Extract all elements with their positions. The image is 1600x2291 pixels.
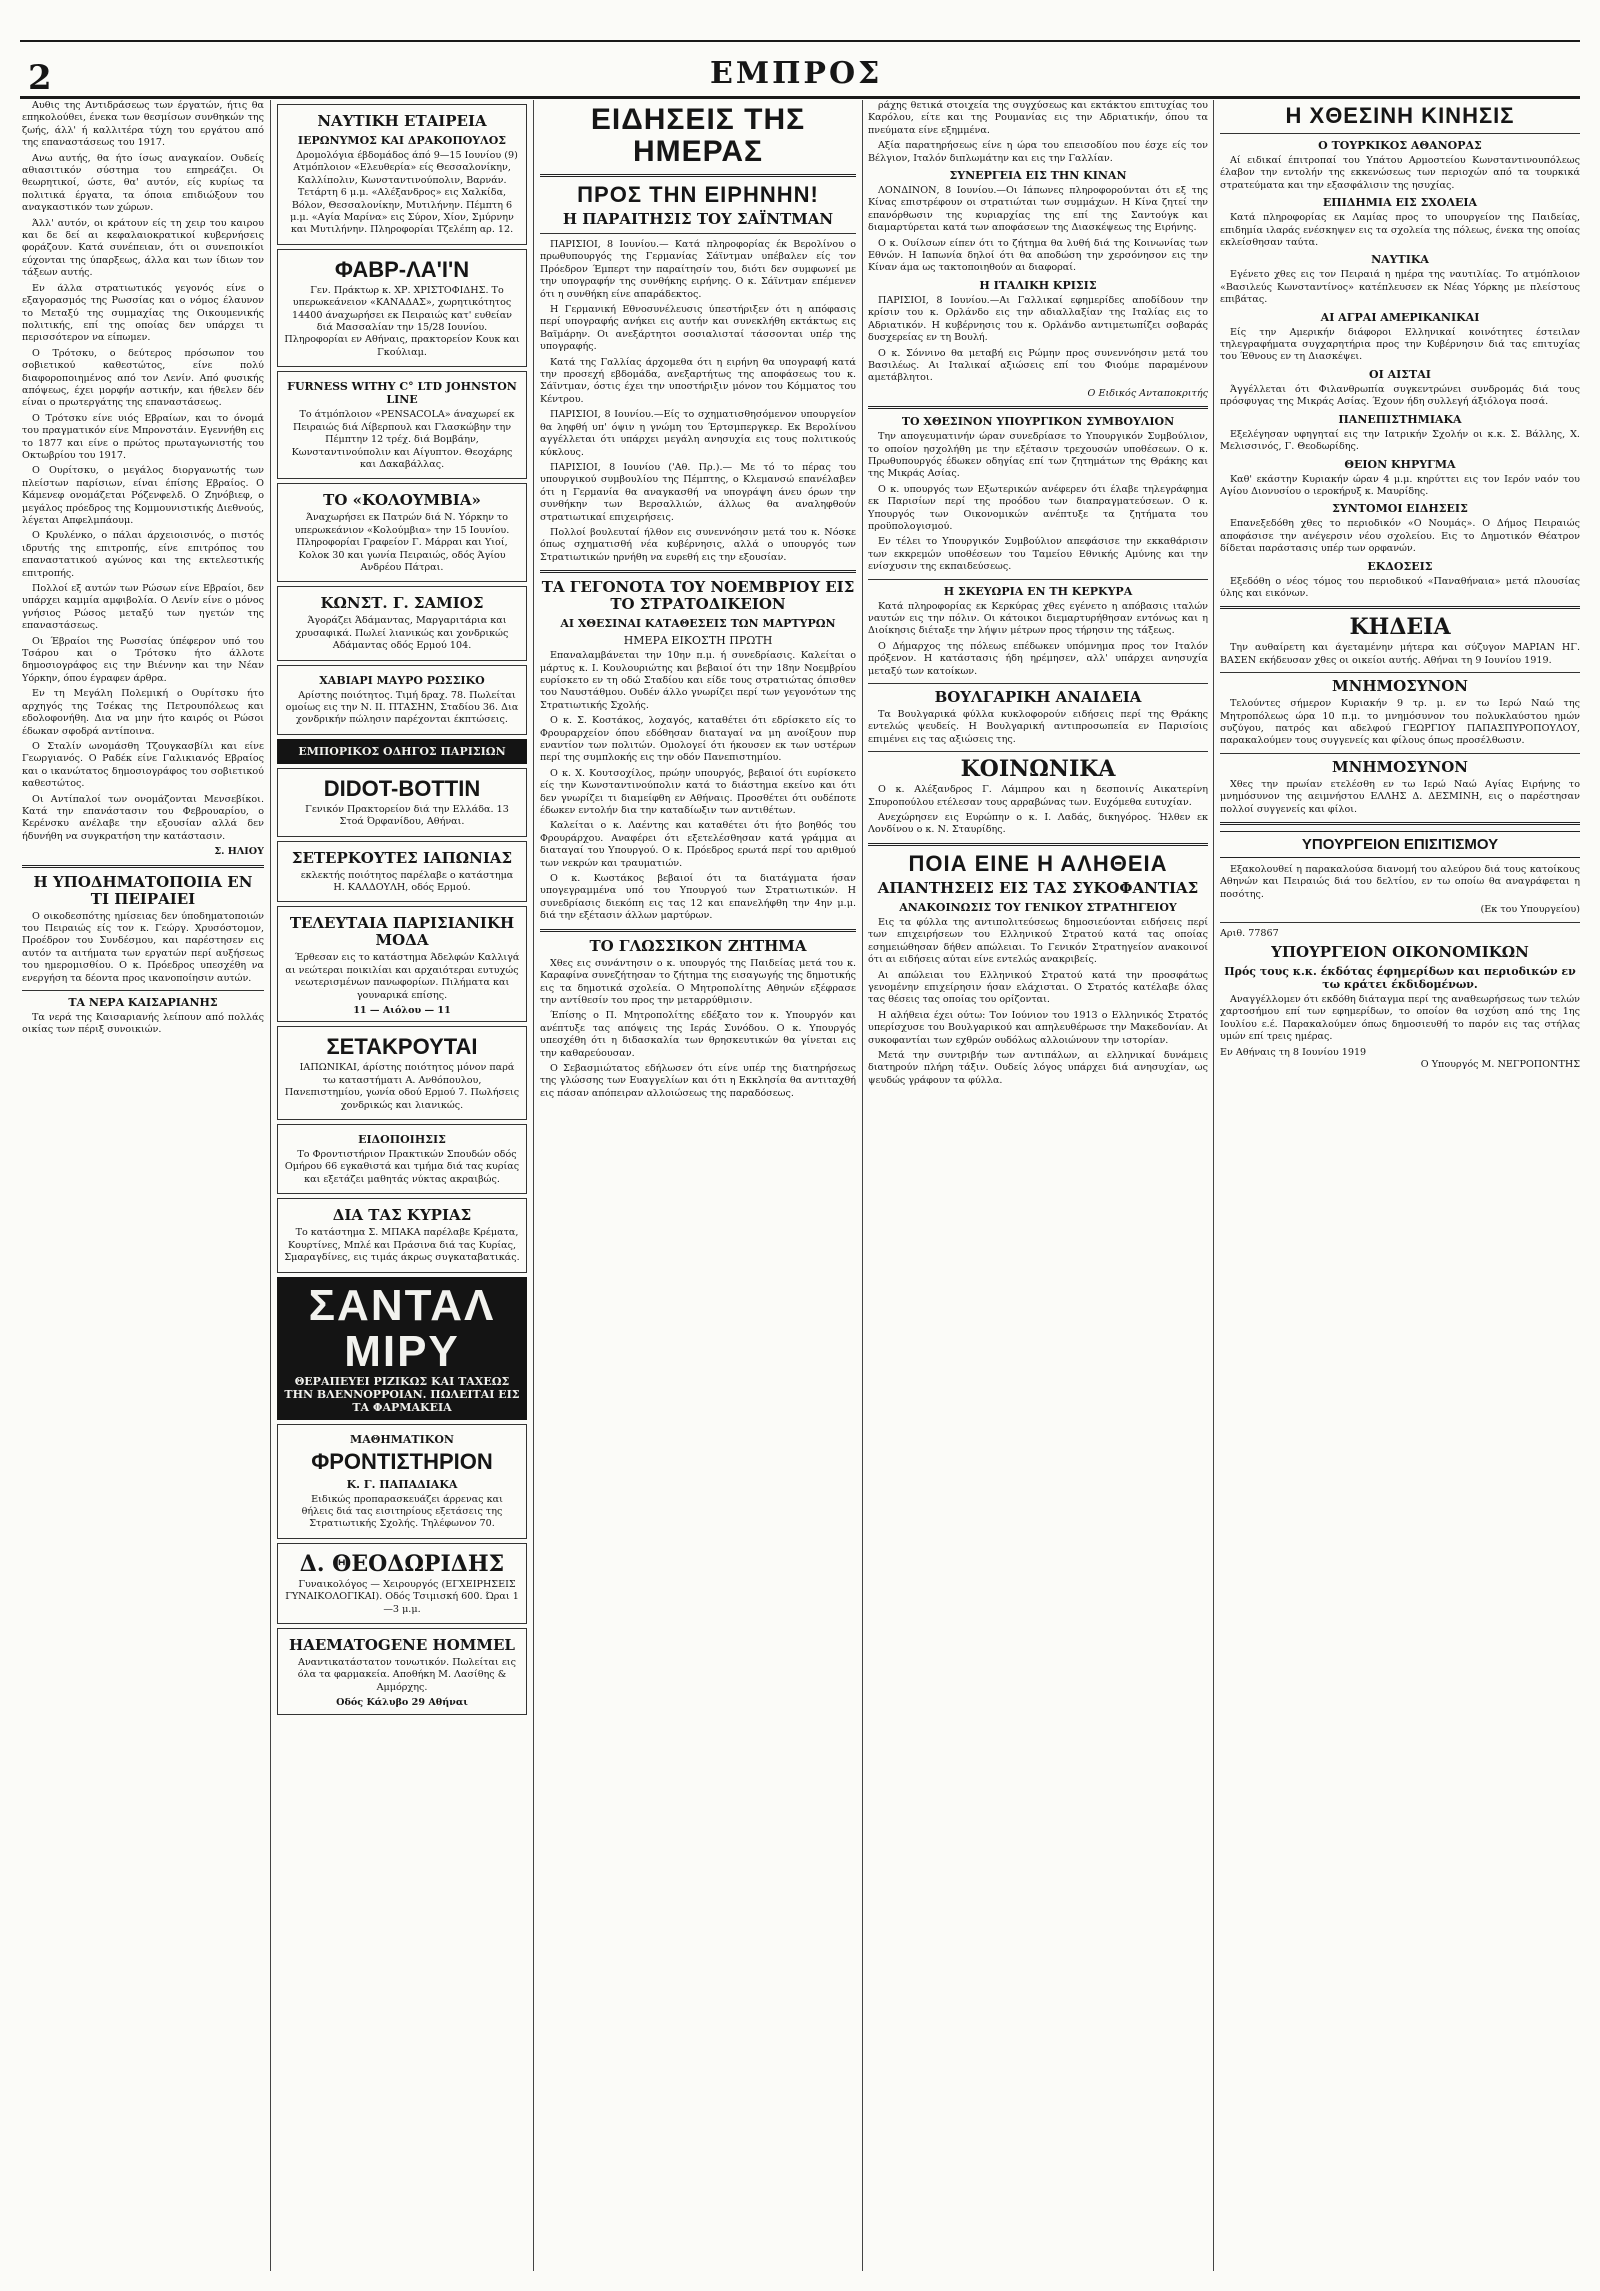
ad-text: Το άτμόπλοιον «PENSACOLA» άναχωρεί εκ Πειραιώς διά Λίβερπουλ και Γλασκώβην την Πέμπτην 12 τρέχ. διά Βομβάην, Κωνσταντινούπολιν και Αίγυπτον. Θεοχάρης και Δακαβάλλας. [291,409,515,470]
column-5-news [1220,100,1580,2271]
article-signature: Σ. ΗΛΙΟΥ [214,846,264,858]
article-paragraph: Έπίσης ο Π. Μητροπολίτης εδέξατο τον κ. Υπουργόν και ανέπτυξε τας απόψεις της Ιεράς Συνόδου. Ο κ. Υπουργός υπεσχέθη ότι η διδασκαλία των θρησκευτικών θα γίνεται εις την καθαρεύουσαν. [540,1010,856,1059]
article-paragraph: Καθ' εκάστην Κυριακήν ώραν 4 μ.μ. κηρύττει εις τον Ιερόν ναόν του Αγίου Διονυσίου ο ιεροκήρυξ κ. Μαυρίδης. [1220,473,1580,497]
divider [22,990,264,991]
ad-moda [277,906,527,1022]
headline: ΠΡΟΣ ΤΗΝ ΕΙΡΗΝΗΝ! [577,182,819,207]
notice-title: ΜΝΗΜΟΣΥΝΟΝ [1332,757,1468,776]
divider [868,683,1208,684]
ad-title: ΧΑΒΙΑΡΙ ΜΑΥΡΟ ΡΩΣΣΙΚΟ [319,673,485,687]
headline: Η ΣΚΕΥΩΡΙΑ ΕΝ ΤΗ ΚΕΡΚΥΡΑ [943,584,1133,598]
ad-seteroutes [277,841,527,903]
divider [1220,133,1580,134]
divider [1220,606,1580,609]
article-paragraph: Ο κ. υπουργός των Εξωτερικών ανέφερεν ότι έλαβε τηλεγράφημα εκ Παρισίων περί της προόδου των διαπραγματεύσεων. Ο κ. Υπουργός των Οικονομικών ανέπτυξε τα ζητήματα του προϋπολογισμού. [868,483,1208,532]
ad-title: ΣΕΤΑΚΡΟΥΤΑΙ [326,1034,478,1060]
ad-eidopoiisis [277,1124,527,1194]
article-paragraph: Ο κ. Ουίλσων είπεν ότι το ζήτημα θα λυθή διά της Κοινωνίας των Εθνών. Η Ιαπωνία δηλοί ότι θα αποδώση την χερσόνησον εις την Κίναν άμα ως τακτοποιηθούν αι διαφοραί. [868,237,1208,274]
article-paragraph: Εξελέγησαν υφηγηταί εις την Ιατρικήν Σχολήν οι κ.κ. Σ. Βάλλης, Χ. Μελισσινός, Γ. Θεοδωρίδης. [1220,428,1580,453]
ad-title: ΤΕΛΕΥΤΑΙΑ ΠΑΡΙΣΙΑΝΙΚΗ ΜΟΔΑ [289,914,515,950]
section-banner: Η ΧΘΕΣΙΝΗ ΚΙΝΗΣΙΣ [1285,103,1515,128]
ad-subtitle: Κ. Γ. ΠΑΠΑΔΙΑΚΑ [346,1477,458,1491]
ad-didot [277,768,527,837]
article-paragraph: Ο κ. Αλέξανδρος Γ. Λάμπρου και η δεσποινίς Αικατερίνη Σπυροπούλου ετέλεσαν τους αρραβώνας των. Ευχόμεθα ευτυχίαν. [868,784,1208,808]
article-paragraph: ΛΟΝΔΙΝΟΝ, 8 Ιουνίου.—Οι Ιάπωνες πληροφορούνται ότι εξ της Κίνας επιστρέφουν οι στρατιώται των συμμάχων. Η Κίνα ζητεί την επανόρθωσιν της κυριαρχίας της επί της Σαντούγκ και διαμαρτύρεται κατά των αποφάσεων της Διασκέψεως της Ειρήνης. [868,185,1208,234]
article-paragraph: ράχης θετικά στοιχεία της συγχύσεως και εκτάκτου επιτυχίας του Καρόλου, είτε και της Ρουμανίας εις την Αδριατικήν, όπου τα πνεύματα είνε εξημμένα. [868,100,1208,136]
divider [1220,753,1580,754]
ad-title: ΦΑΒΡ-ΛΑ'Ι'Ν [334,256,470,282]
article-paragraph: Ο Κρυλένκο, ο πάλαι άρχειοισινός, ο πιστός ιδρυτής της επιτροπής, είνε επιτρόπος του επαναστατικού αγώνος και της εκτελεστικής επιτροπής. [22,530,264,579]
ad-text: Έρθεσαν εις το κατάστημα Άδελφών Καλλιγά αι νεώτεραι ποικιλίαι και αρχαιότεραι ευτυχώς νεωτερισμένων πανωφορίων. Πιλήματα και γουναρικά επίσης. [285,952,520,1001]
article-paragraph: Αι απώλειαι του Ελληνικού Στρατού κατά την προσφάτως γενομένην επιχείρησιν ήσαν ελάχισται. Ο Στρατός κατέλαβε όλας τας θέσεις τας οποίας του ορίζονται. [868,969,1208,1006]
article-paragraph: Αυθις της Αντιδράσεως των έργατών, ήτις θα επηκολούθει, ένεκα των θεσμίσων συνθηκών της ζωής, άλλ' ή καλλιτέρα τύχη του εργάτου από της επαναστάσεως του 1917. [22,100,264,149]
article-paragraph: Οι Έβραίοι της Ρωσσίας ύπέφερον υπό του Τσάρου και ο Τρότσκυ ήτο άλλοτε δημοσιογράφος εις την Βιέννην και την Νέαν Υόρκην, όπου έγραφεν άρθρα. [22,635,264,684]
ad-text: Άναχωρήσει εκ Πατρών διά Ν. Υόρκην το υπερωκεάνιον «Κολούμβια» την 15 Ιουνίου. Πληροφορίαι Γραφείον Γ. Μάρραι και Υιοί, Κολοκ 30 και γωνία Πειραιώς, οδός Άγίου Ανδρέου Πάτραι. [294,512,510,573]
subheadline: ΠΑΝΕΠΙΣΤΗΜΙΑΚΑ [1338,412,1462,426]
ad-title: ΚΩΝΣΤ. Γ. ΣΑΜΙΟΣ [320,594,484,613]
subheadline: ΑΠΑΝΤΗΣΕΙΣ ΕΙΣ ΤΑΣ ΣΥΚΟΦΑΝΤΙΑΣ [877,878,1199,897]
ad-text: Το Φροντιστήριον Πρακτικών Σπουδών οδός Ομήρου 66 εγκαθιστά και τμήμα διά τας κυρίας και εξετάζει μαθητάς νύκτας ακραιβώς. [284,1149,520,1185]
ad-title: ΣΕΤΕΡΚΟΥΤΕΣ ΙΑΠΩΝΙΑΣ [291,848,513,867]
column-2-advertisements [277,100,527,2271]
subheadline: ΟΙ ΑΙΣΤΑΙ [1369,367,1431,381]
article-paragraph: Καλείται ο κ. Λαέντης και καταθέτει ότι ήτο βοηθός του Φρουράρχου. Αναφέρει ότι εξετελέσθησαν κατά γράμμα αι διαταγαί του Υπουργού. Ο κ. Πρόεδρος ερωτά περί του αριθμού των νεκρών και τραυματιών. [540,820,856,869]
ad-title: ΕΜΠΟΡΙΚΟΣ ΟΔΗΓΟΣ ΠΑΡΙΣΙΩΝ [298,744,506,758]
notice-text: Χθες την πρωίαν ετελέσθη εν τω Ιερώ Ναώ Αγίας Ειρήνης το μνημόσυνον της αειμνήστου ΕΛΛΗΣ Δ. ΔΕΣΜΙΝΗ, εις ο παρέστησαν πολλοί συγγενείς και φίλοι. [1220,778,1580,815]
article-paragraph: ΠΑΡΙΣΙΟΙ, 8 Ιουνίου.—Είς το σχηματισθησόμενον υπουργείον θα ληφθή υπ' όψιν η γνώμη του Έρτσμπεργκερ. Εκ Βερολίνου αγγέλλεται ότι υπάρχει μεγάλη ανησυχία εις τους πολιτικούς κύκλους. [540,409,856,458]
article-paragraph: Εις τα φύλλα της αντιπολιτεύσεως δημοσιεύονται ειδήσεις περί των επιχειρήσεων του Ελληνικού Στρατού κατά τας οποίας εσημειώθησαν δήθεν απώλειαι. Το Γενικόν Στρατηγείον ανακοινοί ότι αι ειδήσεις αύται είνε εντελώς ανακριβείς. [868,916,1208,966]
ad-subtitle: ΙΕΡΩΝΥΜΟΣ ΚΑΙ ΔΡΑΚΟΠΟΥΛΟΣ [297,134,507,147]
ad-furness [277,371,527,479]
ad-frontistirion [277,1424,527,1539]
article-paragraph: Ο Τρότσκυ είνε υιός Εβραίων, και το όνομά του πραγματικόν είνε Μπρονστάιν. Εγεννήθη εις το 1877 και είνε ο πρώτος πρωταγωνιστής του Οκτωβρίου του 1917. [22,412,264,461]
divider [868,579,1208,580]
article-paragraph: Εξεδόθη ο νέος τόμος του περιοδικού «Παναθήναια» μετά πλουσίας ύλης και εικόνων. [1220,575,1580,599]
article-paragraph: Τα Βουλγαρικά φύλλα κυκλοφορούν ειδήσεις περί της Θράκης εντελώς ψευδείς. Η Βουλγαρική αντιπροσωπεία εν Παρισίοις επιμένει εις τας αξιώσεις της. [868,709,1208,745]
divider [540,174,856,177]
article-paragraph: Την απογευματινήν ώραν συνεδρίασε το Υπουργικόν Συμβούλιον, το οποίον ησχολήθη με την εξέτασιν τρεχουσών υποθέσεων. Ο κ. Πρωθυπουργός έδωκεν οδηγίας επί των ζητημάτων της Θράκης και της Μικράς Ασίας. [868,431,1208,480]
ad-address: Οδός Κάλυβο 29 Αθήναι [336,1697,468,1709]
ad-text: Γενικόν Πρακτορείον διά την Ελλάδα. 13 Στοά Όρφανίδου, Αθήναι. [305,803,509,828]
notice-signature: Ο Υπουργός Μ. ΝΕΓΡΟΠΟΝΤΗΣ [1420,1059,1580,1071]
headline: ΠΟΙΑ ΕΙΝΕ Η ΑΛΗΘΕΙΑ [908,850,1168,876]
ad-title: HAEMATOGENE HOMMEL [289,1635,515,1654]
ad-title: ΔΙΑ ΤΑΣ ΚΥΡΙΑΣ [332,1206,472,1225]
article-paragraph: Ανεχώρησεν εις Ευρώπην ο κ. Ι. Λαδάς, δικηγόρος. Ήλθεν εκ Λονδίνου ο κ. Ν. Σταυρίδης. [868,812,1208,836]
newspaper-title: ΕΜΠΡΟΣ [710,56,883,91]
notice-number: Αριθ. 77867 [1220,927,1279,939]
article-paragraph: Ο κ. Χ. Κουτσοχίλος, πρώην υπουργός, βεβαιοί ότι ευρίσκετο είς την Κωνσταντινούπολιν κατά το διάστημα εκείνο και ότι δεν γνωρίζει τι διαμείφθη εν Αθήναις. Προσθέτει ότι ουδέποτε έδωκεν εντολήν δια την καταδίωξιν των αντιθέτων. [540,767,856,817]
subheadline: Ο ΤΟΥΡΚΙΚΟΣ ΑΘΑΝΟΡΑΣ [1318,139,1482,152]
ad-text: Αρίστης ποιότητος. Τιμή δραχ. 78. Πωλείται ομοίως εις την Ν. ΙΙ. ΠΤΑΣΗΝ, Σταδίου 36. Δια χονδρικήν πώλησιν παρέχονται έκπτώσεις. [285,689,519,726]
column-rule [270,100,271,2271]
ad-santal-miry [277,1277,527,1420]
notice-date: Εν Αθήναις τη 8 Ιουνίου 1919 [1220,1046,1367,1058]
article-paragraph: Κατά της Γαλλίας άρχομεθα ότι η ειρήνη θα υπογραφή κατά την προσεχή εβδομάδα, ανεξαρτήτως της αποφάσεως του κ. Σάϊντμαν, όστις έχει την υποστήριξιν μόνον του Κόμματος του Κέντρου. [540,356,856,405]
article-paragraph: Αί ειδικαί έπιτροπαί του Υπάτου Αρμοστείου Κωνσταντινουπόλεως έλαβον την εντολήν της εκκενώσεως των περιοχών από τα τουρκικά στρατεύματα και την εξασφάλισιν της ησυχίας. [1220,155,1580,191]
ad-text: ΙΑΠΩΝΙΚΑΙ, άρίστης ποιότητος μόνον παρά τω καταστήματι Α. Ανθόπουλου, Πανεπιστημίου, γωνία οδού Ερμού 7. Πωλήσεις χονδρικώς και λιανικώς. [284,1062,520,1111]
column-rule [862,100,863,2271]
article-paragraph: Κατά πληροφορίας εκ Λαμίας προς το υπουργείον της Παιδείας, επιδημία ιλαράς ενέσκηψεν εις τα σχολεία της πόλεως, ένεκα της οποίας εκλείσθησαν ταύτα. [1220,212,1580,249]
divider [1220,672,1580,673]
section-banner: ΕΙΔΗΣΕΙΣ ΤΗΣ ΗΜΕΡΑΣ [590,103,806,168]
ad-kolombia [277,483,527,582]
divider [540,570,856,573]
notice-signature: (Εκ του Υπουργείου) [1480,904,1580,916]
notice-text: Τελούντες σήμερον Κυριακήν 9 τρ. μ. εν τω Ιερώ Ναώ της Μητροπόλεως ώρα 10 π.μ. το μνημόσυνον του πολυκλαύστου ημών συζύγου, πατρός και αδελφού ΓΕΩΡΓΙΟΥ ΠΑΠΑΣΠΥΡΟΠΟΥΛΟΥ, παρακαλούμεν τους συγγενείς και φίλους όπως προσέλθωσιν. [1220,698,1580,747]
masthead [20,6,1580,99]
ad-title: ΦΡΟΝΤΙΣΤΗΡΙΟΝ [311,1448,493,1474]
ad-title: ΣΑΝΤΑΛ ΜΙΡΥ [308,1280,496,1376]
column-1 [22,100,264,2271]
notice-subtitle: Πρός τους κ.κ. έκδότας έφημερίδων και περιοδικών εν τω κράτει έκδιδομένων. [1224,965,1576,992]
ad-title: ΜΑΘΗΜΑΤΙΚΟΝ [350,1432,454,1446]
ad-theodoridis [277,1543,527,1624]
article-paragraph: Επαναλαμβάνεται την 10ην π.μ. ή συνεδρίασις. Καλείται ο μάρτυς κ. Ι. Κουλουριώτης και βεβαιοί ότι την 18ην Νοεμβρίου ευρίσκετο εν τη οδώ Σταδίου και είδε τους στρατιώτας όπισθεν του Ναυστάθμου. Ουδέν άλλο γνωρίζει περί των γεγονότων της Στρατιωτικής Σχολής. [540,650,856,711]
article-paragraph: Ο Δήμαρχος της πόλεως επέδωκεν υπόμνημα προς τον Ιταλόν πρόξενον. Η κατάστασις ήδη ηρέμησεν, αλλ' υπάρχει ανησυχία μεταξύ των κατοίκων. [868,640,1208,677]
ad-title: FURNESS WITHY C° LTD JOHNSTON LINE [287,380,517,407]
article-paragraph: Ανω αυτής, θα ήτο ίσως αναγκαίον. Ουδείς αθιασιτικόν σύστημα του επηρεάζει. Οι θεωρητικοί, ώστε, θα' αυτόν, είς κυρίως τα πολιτικά έργατα, τα όποια επιδιώξουν του αναγκαστικόν των χώρων. [22,152,264,214]
ad-text: Ειδικώς προπαρασκευάζει άρρενας και θήλεις διά τας εισιτηρίους εξετάσεις της Στρατιωτικής Σχολής. Τηλέφωνον 70. [301,1493,503,1530]
ad-samios [277,586,527,660]
article-paragraph: Άλλ' αυτόν, οι κράτουν είς τη χειρ του καιρου και δε δεί αι κεφαλαιοκρατικοί κυβερνήσεις φοράζουν. Κατά συνέπειαν, ότι οι συνεποικίοι εύχονται της ύπαρξεως, άλλα και των ίδιων τον τάξεων αυτής. [22,217,264,279]
ad-haematogene [277,1628,527,1715]
article-paragraph: Οι Αντίπαλοί των ονομάζονται Μενσεβίκοι. Κατά την επανάστασιν του Φεβρουαρίου, ο Κερένσκυ ανέλαβε την εξουσίαν αλλά δεν ήδυνήθη να συγκρατήση την κατάστασιν. [22,793,264,842]
ad-text: εκλεκτής ποιότητος παρέλαβε ο κατάστημα Η. ΚΑΛΔΟΥΛΗ, οδός Ερμού. [300,869,514,893]
article-paragraph: Επανεξεδόθη χθες το περιοδικόν «Ο Νουμάς». Ο Δήμος Πειραιώς αποφάσισε την ανέγερσιν νέου σχολείου. Εις το Δημοτικόν Θέατρον δίδεται παράστασις υπέρ των ορφανών. [1220,518,1580,555]
article-paragraph: Τα νερά της Καισαριανής λείπουν από πολλάς οικίας των πέριξ συνοικιών. [22,1012,264,1036]
headline: ΒΟΥΛΓΑΡΙΚΗ ΑΝΑΙΔΕΙΑ [934,688,1142,707]
article-paragraph: Ο κ. Σόννινο θα μεταβή εις Ρώμην προς συνεννόησιν μετά του Βασιλέως. Αι Ιταλικαί αξιώσεις επί του Φιούμε παραμένουν αμετάβλητοι. [868,347,1208,384]
article-paragraph: Η Γερμανική Εθνοσυνέλευσις ύπεστήριξεν ότι η απόφασις περί υπογραφής ανήκει εις αυτήν και συνεκλήθη εκτάκτως εις Βαϊμάρην. Οι ανεξάρτητοι σοσιαλισταί τάσσονται υπέρ της υπογραφής. [540,304,856,353]
ad-title: ΝΑΥΤΙΚΗ ΕΤΑΙΡΕΙΑ [317,112,487,130]
ad-title: ΕΙΔΟΠΟΙΗΣΙΣ [358,1133,446,1147]
ad-favr [277,249,527,367]
divider [868,406,1208,409]
divider [1220,822,1580,825]
ad-address: 11 — Αιόλου — 11 [353,1005,451,1017]
subheadline: ΝΑΥΤΙΚΑ [1371,253,1429,267]
page-number: 2 [28,58,52,98]
article-paragraph: Είς την Αμερικήν διάφοροι Ελληνικαί κοινότητες έστειλαν τηλεγραφήματα συγχαρητήρια προς την Κυβέρνησιν διά τας επιτυχίας του Έθνους εν τη Διασκέψει. [1220,326,1580,363]
article-paragraph: Ο Σεβασμιώτατος εδήλωσεν ότι είνε υπέρ της διατηρήσεως της γλώσσης των Ευαγγελίων και ότι η Εκκλησία θα αντιταχθή εις πάσαν απόπειραν αλλοιώσεως της παραδόσεως. [540,1062,856,1099]
notice-title: ΥΠΟΥΡΓΕΙΟΝ ΕΠΙΣΙΤΙΣΜΟΥ [1220,831,1580,858]
divider [868,843,1208,846]
headline: ΚΟΙΝΩΝΙΚΑ [960,756,1116,783]
headline: ΤΑ ΓΕΓΟΝΟΤΑ ΤΟΥ ΝΟΕΜΒΡΙΟΥ ΕΙΣ ΤΟ ΣΤΡΑΤΟΔΙΚΕΙΟΝ [541,578,855,614]
column-rule [533,100,534,2271]
masthead-rule [20,40,1580,42]
ad-kyries [277,1198,527,1272]
column-3-news [540,100,856,2271]
article-paragraph: Εν άλλα στρατιωτικός γεγονός είνε ο εξαγορασμός της Ρωσσίας και ο νόμος έλαυνον το Μεταξύ της συμμαχίας της Οικουμενικής πολιτικής, επί της οποίας δεν υπάρχει τι περισσότερον να είπωμεν. [22,282,264,344]
headline: ΤΟ ΓΛΩΣΣΙΚΟΝ ΖΗΤΗΜΑ [589,936,807,955]
subheadline: ΑΙ ΧΘΕΣΙΝΑΙ ΚΑΤΑΘΕΣΕΙΣ ΤΩΝ ΜΑΡΤΥΡΩΝ [560,617,836,631]
ad-text: Δρομολόγια έβδομάδος άπό 9—15 Ιουνίου (9) Ατμόπλοιον «Ελευθερία» είς Θεσσαλονίκην, Καλλίπολιν, Κωνσταντινούπολιν, Βαρνάν. Τετάρτη 6 μ.μ. «Αλέξανδρος» εις Χαλκίδα, Βόλον, Θεσσαλονίκην, Μυτιλήνην. Πέμπτη 6 μ.μ. «Αγία Μαρίνα» εις Σύρον, Χίον, Σμύρνην και Μυτιλήνην. Πληροφορίαι Τζελέπη αρ. 12. [290,150,518,236]
headline-ypodimatopoiia: Η ΥΠΟΔΗΜΑΤΟΠΟΙΙΑ ΕΝ ΤΙ ΠΕΙΡΑΙΕΙ [33,872,253,908]
subheadline: ΑΝΑΚΟΙΝΩΣΙΣ ΤΟΥ ΓΕΝΙΚΟΥ ΣΤΡΑΤΗΓΕΙΟΥ [899,900,1177,914]
article-paragraph: Εν τέλει το Υπουργικόν Συμβούλιον απεφάσισε την εκκαθάρισιν των εκκρεμών υποθέσεων του Ταμείου Εθνικής Αμύνης και την ενίσχυσιν της εκπαιδεύσεως. [868,536,1208,573]
ad-title: ΤΟ «ΚΟΛΟΥΜΒΙΑ» [323,491,481,510]
article-paragraph: Η αλήθεια έχει ούτω: Τον Ιούνιον του 1913 ο Ελληνικός Στρατός υπερίσχυσε του Βουλγαρικού και απηλευθέρωσε την Μακεδονίαν. Αι συκοφαντίαι των εχθρών ουδόλως αλλοιώνουν την ιστορίαν. [868,1009,1208,1046]
ad-text: Γεν. Πράκτωρ κ. ΧΡ. ΧΡΙΣΤΟΦΙΔΗΣ. Το υπερωκεάνειον «ΚΑΝΑΔΑΣ», χωρητικότητος 14400 άναχωρήσει εκ Πειραιώς κατ' ευθείαν διά Μασσαλίαν την 15/28 Ιουνίου. Πληροφορίαι εν Αθήναις, πρακτορείον Κουκ και Γκούλιαμ. [284,284,520,358]
article-paragraph: Άγγέλλεται ότι Φιλανθρωπία συγκεντρώνει συνδρομάς διά τους πρόσφυγας της Μικράς Ασίας. Έχουν ήδη συλλεγή άξιόλογα ποσά. [1220,383,1580,408]
article-paragraph: Πολλοί εξ αυτών των Ρώσων είνε Εβραίοι, δεν υπάρχει καμμία αμφιβολία. Ο Λενίν είνε ο μόνος γνήσιος Ρώσος μεταξύ των ηγετών της επαναστάσεως. [22,583,264,632]
subheadline: ΕΚΔΟΣΕΙΣ [1367,559,1433,573]
divider [1220,922,1580,923]
article-paragraph: Κατά πληροφορίας εκ Κερκύρας χθες εγένετο η απόβασις ιταλών ναυτών εις την πόλιν. Οι κάτοικοι διεμαρτυρήθησαν εντόνως και η Διοίκησις διέταξε την λήψιν μέτρων προς τήρησιν της τάξεως. [868,600,1208,637]
subheadline: ΘΕΙΟΝ ΚΗΡΥΓΜΑ [1344,457,1456,471]
ad-shipping [277,104,527,245]
divider [22,865,264,868]
ad-title: Δ. ΘΕΟΔΩΡΙΔΗΣ [299,1550,505,1577]
headline: ΤΟ ΧΘΕΣΙΝΟΝ ΥΠΟΥΡΓΙΚΟΝ ΣΥΜΒΟΥΛΙΟΝ [901,415,1175,429]
notice-title: ΚΗΔΕΙΑ [1349,614,1451,641]
column-rule [1213,100,1214,2271]
article-paragraph: Ο Ουρίτσκυ, ο μεγάλος διοργανωτής των πλείστων παρίσιων, είναι έπίσης Εβραίος. Ο Κάμενεφ ονομάζεται Ρόζενφελδ. Ο Ζηνόβιεφ, ο μεγάλος πρόεδρος της Κομμουνιστικής Διεθνούς, λέγεται Απφελμπάουμ. [22,465,264,526]
article-paragraph: Ο κ. Σ. Κοστάκος, λοχαγός, καταθέτει ότι εδρίσκετο είς το Φρουραρχείον όπου εδόθησαν διαταγαί να μη ανοίξουν πυρ εναντίον των πολιτών. Ομολογεί ότι ήκουσεν εκ των υστέρων περί της συμπλοκής εις την οδόν Πανεπιστημίου. [540,715,856,764]
article-paragraph: Χθες εις συνάντησιν ο κ. υπουργός της Παιδείας μετά του κ. Καραφίνα συνεζήτησαν το ζήτημα της εισαγωγής της δημοτικής εις τα δημοτικά σχολεία. Ο Μητροπολίτης Αθηνών εξέφρασε την αντίθεσίν του προς την μεταρρύθμισιν. [540,957,856,1006]
column-4-news [868,100,1208,2271]
ad-text: Αναντικατάστατον τονωτικόν. Πωλείται εις όλα τα φαρμακεία. Αποθήκη Μ. Λασίθης & Αμμόρχης. [297,1656,516,1693]
notice-text: Αναγγέλλομεν ότι εκδόθη διάταγμα περί της αναθεωρήσεως των τελών χαρτοσήμου επί των εφημερίδων, το οποίον θα ισχύση από της 1ης Ιουλίου ε.έ. Παρακαλούμεν όπως δημοσιευθή το παρόν εις τας στήλας υμών επί τρεις ημέρας. [1220,994,1580,1043]
divider [868,751,1208,752]
article-paragraph: Ο οικοδεσπότης ημίσειας δεν ύποδηματοποιών του Πειραιώς είς τον κ. Γεώργ. Χρυσόστομον, Προέδρον του Συνδέσμου, και παρέστησεν εις αυτόν τα αιτήματα των εργατών περί αυξήσεως του ημερομισθίου. Ο κ. Πρόεδρος υπεσχέθη να ενεργήση τα δέοντα προς ικανοποίησιν αυτών. [22,910,264,984]
subheadline: ΗΜΕΡΑ ΕΙΚΟΣΤΗ ΠΡΩΤΗ [623,634,773,648]
headline-nera: ΤΑ ΝΕΡΑ ΚΑΙΣΑΡΙΑΝΗΣ [68,996,218,1009]
article-paragraph: Ο κ. Κωστάκος βεβαιοί ότι τα διατάγματα ήσαν υπογεγραμμένα υπό του Υπουργού των Στρατιωτικών. Η συνεδρίασις διεκόπη εις τας 12 και επανελήφθη την 4ην μ.μ. διά την εξέτασιν άλλων μαρτύρων. [540,873,856,922]
ad-didot-header [277,739,527,764]
subheadline: Η ΠΑΡΑΙΤΗΣΙΣ ΤΟΥ ΣΑΪΝΤΜΑΝ [562,210,834,228]
subheadline: ΑΙ ΑΓΡΑΙ ΑΜΕΡΙΚΑΝΙΚΑΙ [1320,310,1480,324]
article-paragraph: Εγένετο χθες εις τον Πειραιά η ημέρα της ναυτιλίας. Το ατμόπλοιον «Βασιλεύς Κωνσταντίνος» κατέπλευσεν εκ Νέας Υόρκης με πλείστους επιβάτας. [1220,269,1580,306]
article-paragraph: ΠΑΡΙΣΙΟΙ, 8 Ιουνίου.— Κατά πληροφορίας έκ Βερολίνου ο πρωθυπουργός της Γερμανίας Σάϊντμαν υπέβαλεν είς τον Πρόεδρον Έμπερτ την παραίτησίν του, διότι δεν συμφωνεί με την υπογραφήν της συνθήκης ειρήνης. Ο κ. Σάϊντμαν επέμενεν ότι η συνθήκη είνε απαράδεκτος. [540,239,856,300]
ad-text: Γυναικολόγος — Χειρουργός (ΕΓΧΕΙΡΗΣΕΙΣ ΓΥΝΑΙΚΟΛΟΓΙΚΑΙ). Οδός Τσιμισκή 600. Ώραι 1—3 μ.μ. [285,1578,519,1615]
article-paragraph: Εν τη Μεγάλη Πολεμική ο Ουρίτσκυ ήτο αρχηγός της Τσέκας της Πετρουπόλεως και εδολοφονήθη. Δια να μην ήτο καιρός οι Ρώσοι έδωκαν σφοδρά αντίποινα. [22,688,264,737]
notice-text: Την αυθαίρετη και άγεταμένην μήτερα και σύζυγον ΜΑΡΙΑΝ ΗΓ. ΒΑΣΕΝ εκήδευσαν χθες οι οικείοι αυτής. Αθήναι τη 9 Ιουνίου 1919. [1220,642,1580,666]
subheadline: ΣΥΝΤΟΜΟΙ ΕΙΔΗΣΕΙΣ [1332,502,1468,516]
article-paragraph: Πολλοί βουλευταί ήλθον εις συνεννόησιν μετά του κ. Νόσκε όπως σχηματισθή νέα κυβέρνησις, αλλά ο υπουργός των Στρατιωτικών ηρνήθη να ευρεθή εις την εξουσίαν. [540,526,856,563]
ad-setakroutai [277,1026,527,1120]
article-paragraph: Ο Τρότσκυ, ο δεύτερος πρόσωπον του σοβιετικού καθεστώτος, είνε πολύ διαφοροποιημένος από τον Λενίν. Από φυσικής απόψεως, έχει μορφήν αστικήν, και ήθελεν δέν είναι ο πρωτεργάτης της επαναστάσεως. [22,347,264,409]
ad-text: Το κατάστημα Σ. ΜΠΑΚΑ παρέλαβε Κρέματα, Κουρτίνες, Μπλέ και Πράσινα διά τας Κυρίας, Σμαραγδίνες, εις τιμάς άκρως συγκαταβατικάς. [284,1227,520,1264]
subheadline: ΣΥΝΕΡΓΕΙΑ ΕΙΣ ΤΗΝ ΚΙΝΑΝ [949,169,1127,183]
notice-title: ΜΝΗΜΟΣΥΝΟΝ [1332,677,1468,696]
divider [540,929,856,932]
notice-text: Εξακολουθεί η παρακαλούσα διανομή του αλεύρου διά τους κατοίκους Αθηνών και Πειραιώς διά του δελτίου, εν τω οποίω θα αναγράφεται η ποσότης. [1220,864,1580,900]
article-signature: Ο Ειδικός Ανταποκριτής [1087,387,1208,399]
notice-title: ΥΠΟΥΡΓΕΙΟΝ ΟΙΚΟΝΟΜΙΚΩΝ [1271,943,1529,962]
article-paragraph: Ο Σταλίν ωνομάσθη Τζουγκασβίλι και είνε Γεωργιανός. Ο Ραδέκ είνε Γαλικιανός Εβραίος και ο ικανώτατος δημοσιογράφος του σοβιετικού καθεστώτος. [22,740,264,790]
divider [540,233,856,234]
article-paragraph: ΠΑΡΙΣΙΟΙ, 8 Ιουνίου ('Αθ. Πρ.).— Με τό το πέρας του υπουργικού συμβουλίου της Πέμπτης, ο Κλεμανσώ επανέλαβεν ότι η Γερμανία θα αναγκασθή να υπογράψη άνευ όρων την συνθήκην των Βερσαλλιών, άλλως θα αναληφθούν στρατιωτικαί επιχειρήσεις. [540,461,856,523]
article-paragraph: Αξία παρατηρήσεως είνε η ώρα του επεισοδίου που έσχε είς τον Βέλγιον, Ιταλόν διπλωμάτην και εις την Γαλλίαν. [868,140,1208,164]
subheadline: ΕΠΙΔΗΜΙΑ ΕΙΣ ΣΧΟΛΕΙΑ [1322,196,1478,210]
ad-title: DIDOT-BOTTIN [323,775,481,801]
ad-text: ΘΕΡΑΠΕΥΕΙ ΡΙΖΙΚΩΣ ΚΑΙ ΤΑΧΕΩΣ ΤΗΝ ΒΛΕΝΝΟΡΡΟΙΑΝ. ΠΩΛΕΙΤΑΙ ΕΙΣ ΤΑ ΦΑΡΜΑΚΕΙΑ [284,1374,520,1414]
article-paragraph: ΠΑΡΙΣΙΟΙ, 8 Ιουνίου.—Αι Γαλλικαί εφημερίδες αποδίδουν την κρίσιν του κ. Ορλάνδο εις την αδιαλλαξίαν της Ιταλίας εις το Αδριατικόν. Η κυβέρνησις του κ. Ορλάνδο αντιμετωπίζει σοβαράς δυσχερείας εν τη Βουλή. [868,294,1208,344]
article-paragraph: Μετά την συντριβήν των αντιπάλων, αι ελληνικαί δυνάμεις διατηρούν πλήρη τάξιν. Ουδείς λόγος υπάρχει διά ανησυχίαν, ως ψευδώς γράφουν τα φύλλα. [868,1049,1208,1086]
ad-text: Άγοράζει Άδάμαντας, Μαργαριτάρια και χρυσαφικά. Πωλεί λιανικώς και χονδρικώς Αδάμαντας οδός Ερμού 104. [295,615,509,652]
ad-caviar [277,665,527,735]
subheadline: Η ΙΤΑΛΙΚΗ ΚΡΙΣΙΣ [979,278,1097,292]
